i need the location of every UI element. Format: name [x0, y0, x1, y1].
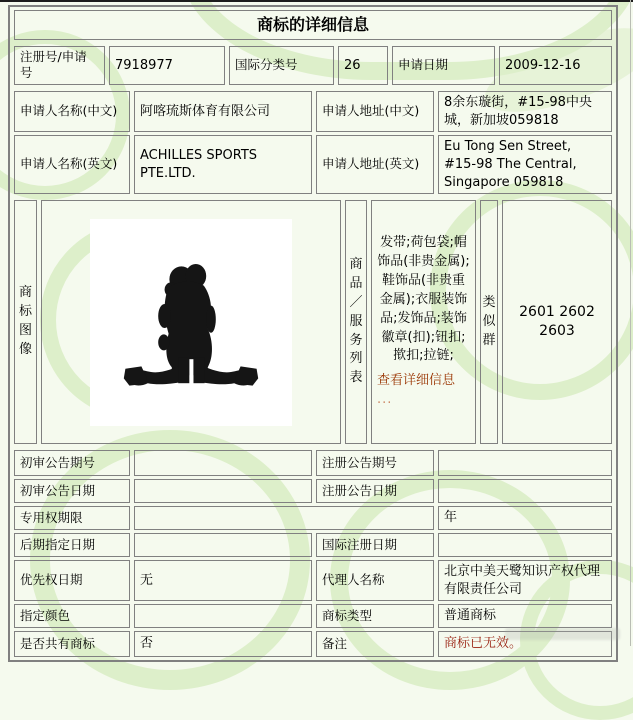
- trademark-image: [90, 219, 292, 426]
- reg-announce-date-label: 注册公告日期: [316, 479, 434, 503]
- intl-class-value: 26: [338, 46, 388, 86]
- trademark-image-label: 商标图像: [14, 200, 37, 444]
- apply-date-label: 申请日期: [392, 46, 495, 86]
- trademark-image-cell: [41, 200, 341, 444]
- reg-announce-issue-label: 注册公告期号: [316, 450, 434, 476]
- page-right-edge: [630, 0, 631, 646]
- priority-date-label: 优先权日期: [14, 560, 130, 601]
- shared-trademark-label: 是否共有商标: [14, 631, 130, 657]
- intl-class-label: 国际分类号: [229, 46, 334, 86]
- applicant-addr-en-value: Eu Tong Sen Street, #15-98 The Central, Singapore 059818: [438, 135, 612, 194]
- page-title: 商标的详细信息: [14, 10, 612, 40]
- trademark-type-value: 普通商标: [438, 604, 612, 628]
- reg-no-value: 7918977: [109, 46, 225, 86]
- first-trial-issue-label: 初审公告期号: [14, 450, 130, 476]
- applicant-addr-cn-label: 申请人地址(中文): [316, 91, 434, 132]
- remark-value: 商标已无效。: [438, 631, 612, 657]
- goods-services-cell: [371, 200, 476, 444]
- exclusive-right-period-label: 专用权期限: [14, 506, 130, 530]
- reg-no-label: 注册号/申请号: [14, 46, 105, 86]
- applicant-name-cn-label: 申请人名称(中文): [14, 91, 130, 132]
- apply-date-value: 2009-12-16: [499, 46, 612, 86]
- agent-name-value: 北京中美天鹭知识产权代理有限责任公司: [438, 560, 612, 601]
- applicant-band: [10, 88, 616, 197]
- watermark-overlay: [505, 628, 620, 640]
- first-trial-issue-value: [134, 450, 312, 476]
- designated-color-label: 指定颜色: [14, 604, 130, 628]
- similar-group-label: 类似群: [480, 200, 498, 444]
- later-designation-date-label: 后期指定日期: [14, 533, 130, 557]
- goods-services-text: 发带;荷包袋;帽饰品(非贵金属);鞋饰品(非贵重金属);衣服装饰品;发饰品;装饰徽章(扣);钮扣;揿扣;拉链;: [377, 235, 470, 364]
- reg-announce-issue-value: [438, 450, 612, 476]
- trademark-type-label: 商标类型: [316, 604, 434, 628]
- shared-trademark-value: 否: [134, 631, 312, 657]
- applicant-name-en-label: 申请人名称(英文): [14, 135, 130, 194]
- first-trial-date-value: [134, 479, 312, 503]
- kneeling-figure-silhouette: [111, 237, 271, 407]
- view-details-link[interactable]: 查看详细信息: [377, 373, 456, 389]
- page-top-edge: [0, 0, 633, 2]
- intl-reg-date-label: 国际注册日期: [316, 533, 434, 557]
- exclusive-right-period-unit: 年: [438, 506, 612, 530]
- registration-band: [10, 43, 616, 89]
- designated-color-value: [134, 604, 312, 628]
- applicant-addr-en-label: 申请人地址(英文): [316, 135, 434, 194]
- remark-label: 备注: [316, 631, 434, 657]
- agent-name-label: 代理人名称: [316, 560, 434, 601]
- exclusive-right-period-value: [134, 506, 434, 530]
- intl-reg-date-value: [438, 533, 612, 557]
- reg-announce-date-value: [438, 479, 612, 503]
- trademark-detail-table: [8, 5, 618, 662]
- view-details-dots: ...: [377, 392, 393, 408]
- applicant-addr-cn-value: 8余东璇街，#15-98中央城，新加坡059818: [438, 91, 612, 132]
- goods-services-label: 商品／服务列表: [345, 200, 367, 444]
- priority-date-value: 无: [134, 560, 312, 601]
- applicant-name-cn-value: 阿喀琉斯体育有限公司: [134, 91, 312, 132]
- applicant-name-en-value: ACHILLES SPORTS PTE.LTD.: [134, 135, 312, 194]
- similar-group-value: 2601 2602 2603: [502, 200, 612, 444]
- trademark-band: [10, 197, 616, 447]
- title-band: [10, 7, 616, 43]
- first-trial-date-label: 初审公告日期: [14, 479, 130, 503]
- later-designation-date-value: [134, 533, 312, 557]
